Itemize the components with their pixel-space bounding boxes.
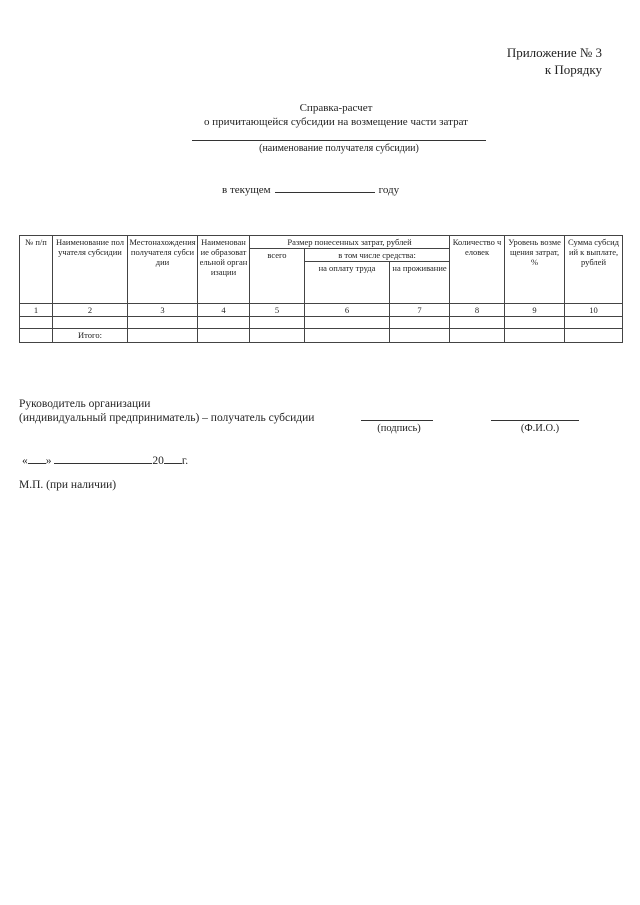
table-cell[interactable]: [20, 329, 53, 343]
col-number: 1: [20, 304, 53, 317]
table-cell[interactable]: [565, 329, 623, 343]
document-title: [0, 101, 640, 129]
table-cell[interactable]: [128, 317, 198, 329]
table-cell[interactable]: [305, 317, 390, 329]
fio-line: [491, 420, 579, 421]
col-number: 6: [305, 304, 390, 317]
signatory-block: [19, 397, 314, 425]
table-cell[interactable]: [250, 329, 305, 343]
year-line: [222, 182, 399, 196]
fio-caption: (Ф.И.О.): [520, 423, 560, 434]
year-suffix: году: [378, 184, 400, 196]
title-line-2: о причитающейся субсидии на возмещение части затрат: [204, 116, 468, 128]
column-numbers-row: [20, 304, 623, 317]
header-people-count: Количество человек: [450, 236, 505, 304]
col-number: 2: [53, 304, 128, 317]
signatory-title: Руководитель организации: [19, 398, 151, 410]
col-number: 7: [390, 304, 450, 317]
table-cell[interactable]: [20, 317, 53, 329]
table-cell[interactable]: [128, 329, 198, 343]
col-number: 9: [505, 304, 565, 317]
header-reimbursement-level: Уровень возмещения затрат, %: [505, 236, 565, 304]
table-cell[interactable]: [198, 317, 250, 329]
year-digits-blank: [164, 453, 182, 464]
header-including: в том числе средства:: [305, 249, 450, 262]
table-cell[interactable]: [565, 317, 623, 329]
table-cell[interactable]: [53, 317, 128, 329]
header-edu-organization: Наименование образовательной организации: [198, 236, 250, 304]
table-cell[interactable]: [505, 317, 565, 329]
header-recipient-name: Наименование получателя субсидии: [53, 236, 128, 304]
date-year-suffix: г.: [181, 455, 189, 467]
header-num: № п/п: [20, 236, 53, 304]
col-number: 5: [250, 304, 305, 317]
appendix-reference: к Порядку: [544, 62, 602, 77]
col-number: 4: [198, 304, 250, 317]
appendix-header: [507, 44, 602, 78]
date-close-quote: »: [45, 455, 52, 467]
year-prefix: в текущем: [222, 184, 271, 196]
day-blank: [28, 453, 46, 464]
stamp-place: М.П. (при наличии): [19, 479, 117, 491]
table-cell[interactable]: [450, 317, 505, 329]
signatory-subtitle: (индивидуальный предприниматель) – получатель субсидии: [19, 412, 315, 424]
header-accommodation-cost: на проживание: [390, 262, 450, 304]
header-recipient-location: Местонахождения получателя субсидии: [128, 236, 198, 304]
table-row: [20, 317, 623, 329]
title-line-1: Справка-расчет: [299, 102, 373, 114]
col-number: 10: [565, 304, 623, 317]
col-number: 8: [450, 304, 505, 317]
header-subsidy-amount: Сумма субсидий к выплате, рублей: [565, 236, 623, 304]
total-row: [20, 329, 623, 343]
total-label: Итого:: [53, 329, 128, 343]
table-cell[interactable]: [450, 329, 505, 343]
signature-line: [361, 420, 433, 421]
table-cell[interactable]: [390, 329, 450, 343]
signature-caption: (подпись): [377, 423, 421, 434]
table-cell[interactable]: [250, 317, 305, 329]
col-number: 3: [128, 304, 198, 317]
date-line: [22, 453, 188, 467]
header-costs-group: Размер понесенных затрат, рублей: [250, 236, 450, 249]
date-century: 20: [152, 455, 164, 467]
header-costs-total: всего: [250, 249, 305, 304]
header-row-1: [20, 236, 623, 249]
recipient-caption: (наименование получателя субсидии): [259, 143, 419, 154]
appendix-number: Приложение № 3: [506, 45, 602, 60]
table-cell[interactable]: [198, 329, 250, 343]
date-open-quote: «: [22, 455, 28, 467]
table-cell[interactable]: [390, 317, 450, 329]
calculation-table: [19, 235, 623, 343]
month-blank: [54, 453, 152, 464]
year-blank: [275, 182, 375, 193]
recipient-name-line: [192, 140, 486, 141]
table-cell[interactable]: [505, 329, 565, 343]
table-cell[interactable]: [305, 329, 390, 343]
header-labor-cost: на оплату труда: [305, 262, 390, 304]
